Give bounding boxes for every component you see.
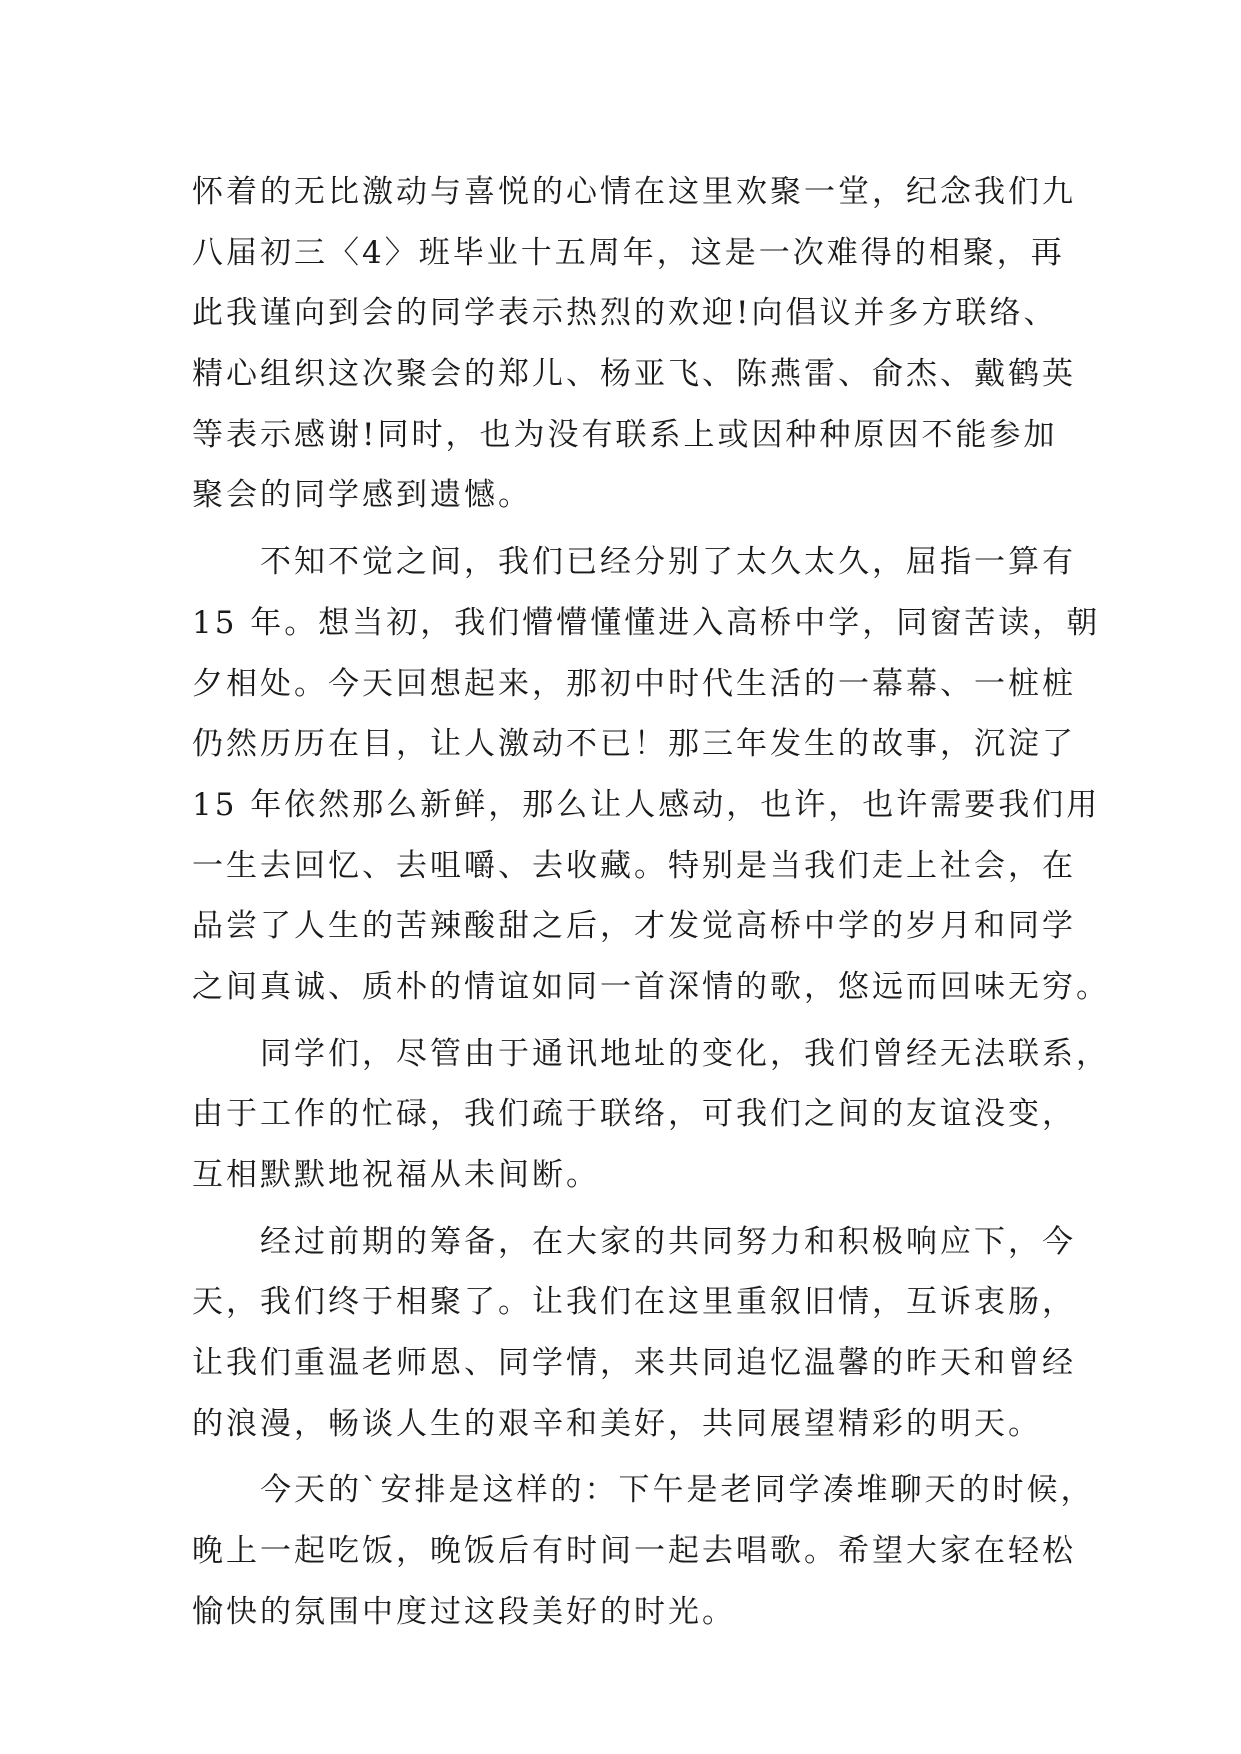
text-line: 等表示感谢!同时，也为没有联系上或因种种原因不能参加 bbox=[192, 416, 1058, 453]
paragraph-5 bbox=[192, 1460, 1095, 1642]
document-page bbox=[192, 162, 1110, 1643]
text-line: 八届初三〈4〉班毕业十五周年，这是一次难得的相聚，再 bbox=[192, 234, 1065, 271]
text-line: 此我谨向到会的同学表示热烈的欢迎!向倡议并多方联络、 bbox=[192, 295, 1058, 332]
paragraph-4 bbox=[192, 1212, 1076, 1455]
text-line: 品尝了人生的苦辣酸甜之后，才发觉高桥中学的岁月和同学 bbox=[192, 908, 1076, 945]
text-line: 怀着的无比激动与喜悦的心情在这里欢聚一堂，纪念我们九 bbox=[192, 174, 1076, 210]
text-line: 一生去回忆、去咀嚼、去收藏。特别是当我们走上社会，在 bbox=[192, 847, 1076, 884]
text-line: 今天的`安排是这样的：下午是老同学凑堆聊天的时候， bbox=[192, 1472, 1095, 1509]
text-line: 15 年。想当初，我们懵懵懂懂进入高桥中学，同窗苦读，朝 bbox=[192, 604, 1101, 641]
text-line: 不知不觉之间，我们已经分别了太久太久，屈指一算有 bbox=[192, 544, 1076, 581]
text-line: 的浪漫，畅谈人生的艰辛和美好，共同展望精彩的明天。 bbox=[192, 1405, 1042, 1442]
text-line: 晚上一起吃饭，晚饭后有时间一起去唱歌。希望大家在轻松 bbox=[192, 1533, 1076, 1570]
text-line: 之间真诚、质朴的情谊如同一首深情的歌，悠远而回味无穷。 bbox=[192, 968, 1110, 1005]
text-line: 互相默默地祝福从未间断。 bbox=[192, 1157, 600, 1193]
text-line: 精心组织这次聚会的郑儿、杨亚飞、陈燕雷、俞杰、戴鹤英 bbox=[192, 356, 1076, 393]
text-line: 15 年依然那么新鲜，那么让人感动，也许，也许需要我们用 bbox=[192, 786, 1101, 823]
paragraph-3 bbox=[192, 1024, 1110, 1206]
text-line: 由于工作的忙碌，我们疏于联络，可我们之间的友谊没变， bbox=[192, 1096, 1076, 1133]
text-line: 同学们，尽管由于通讯地址的变化，我们曾经无法联系， bbox=[192, 1035, 1110, 1072]
paragraph-2 bbox=[192, 532, 1110, 1018]
text-line: 夕相处。今天回想起来，那初中时代生活的一幕幕、一桩桩 bbox=[192, 665, 1076, 702]
paragraph-1 bbox=[192, 162, 1076, 526]
text-line: 让我们重温老师恩、同学情，来共同追忆温馨的昨天和曾经 bbox=[192, 1345, 1076, 1382]
text-line: 经过前期的筹备，在大家的共同努力和积极响应下，今 bbox=[192, 1223, 1076, 1260]
text-line: 聚会的同学感到遗憾。 bbox=[192, 477, 532, 514]
text-line: 愉快的氛围中度过这段美好的时光。 bbox=[192, 1593, 736, 1630]
text-line: 天，我们终于相聚了。让我们在这里重叙旧情，互诉衷肠， bbox=[192, 1284, 1076, 1321]
text-line: 仍然历历在目，让人激动不已！那三年发生的故事，沉淀了 bbox=[192, 726, 1076, 763]
